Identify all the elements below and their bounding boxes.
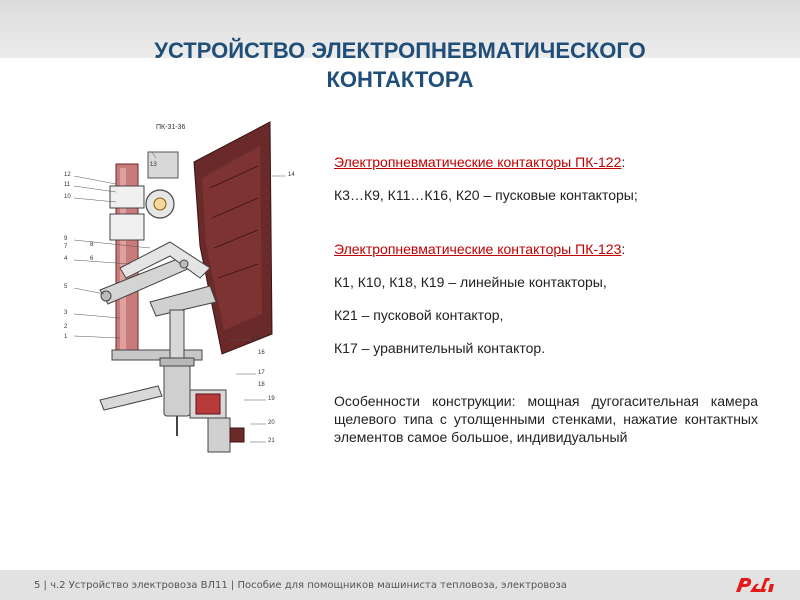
part-label: 3 bbox=[64, 310, 68, 316]
pk122-title bbox=[334, 152, 758, 172]
part-label: 17 bbox=[258, 370, 265, 376]
slide-title bbox=[60, 36, 740, 94]
part-label: 15 bbox=[252, 336, 259, 342]
part-label: 16 bbox=[258, 350, 265, 356]
part-label: 20 bbox=[268, 420, 275, 426]
pk122-heading: Электропневматические контакторы ПК-122 bbox=[334, 154, 622, 170]
part-label: 7 bbox=[64, 244, 68, 250]
features-paragraph: Особенности конструкции: мощная дугогасительная камера щелевого типа с утолщенными стенками, нажатие контактных элементов самое большое, индивидуальный bbox=[334, 393, 758, 445]
content-text bbox=[334, 152, 758, 446]
part-label: 9 bbox=[64, 236, 68, 242]
part-label: 14 bbox=[288, 172, 295, 178]
part-label: 6 bbox=[90, 256, 94, 262]
valve-coil bbox=[196, 394, 220, 414]
pk123-line-3: К17 – уравнительный контактор. bbox=[334, 340, 546, 356]
part-label: 12 bbox=[64, 172, 71, 178]
pk122-colon: : bbox=[621, 154, 626, 170]
part-label: 18 bbox=[258, 382, 265, 388]
part-label: 13 bbox=[150, 162, 157, 168]
contactor-drawing bbox=[60, 118, 300, 468]
part-label: 19 bbox=[268, 396, 275, 402]
pneumatic-cylinder bbox=[164, 362, 190, 416]
part-label: 21 bbox=[268, 438, 275, 444]
footer-bar bbox=[0, 570, 800, 600]
contactor-diagram bbox=[60, 118, 300, 468]
part-label: 4 bbox=[64, 256, 68, 262]
pk123-heading: Электропневматические контакторы ПК-123 bbox=[334, 241, 622, 257]
title-line-1: УСТРОЙСТВО ЭЛЕКТРОПНЕВМАТИЧЕСКОГО bbox=[154, 38, 646, 63]
pk123-title bbox=[334, 239, 758, 259]
footer-text: 5 | ч.2 Устройство электровоза ВЛ11 | Пособие для помощников машиниста тепловоза, электровоза bbox=[34, 580, 567, 591]
rzd-logo-icon bbox=[732, 574, 776, 596]
part-label: 5 bbox=[64, 284, 68, 290]
title-line-2: КОНТАКТОРА bbox=[326, 67, 474, 92]
pk122-line: К3…К9, К11…К16, К20 – пусковые контакторы; bbox=[334, 187, 638, 203]
pk123-line-1: К1, К10, К18, К19 – линейные контакторы, bbox=[334, 274, 607, 290]
part-label: 10 bbox=[64, 194, 71, 200]
part-label: 11 bbox=[64, 182, 71, 188]
figure-caption: ПК-31-36 bbox=[156, 124, 186, 131]
part-label: 1 bbox=[64, 334, 68, 340]
pk123-colon: : bbox=[621, 241, 626, 257]
part-label: 2 bbox=[64, 324, 68, 330]
pk123-line-2: К21 – пусковой контактор, bbox=[334, 307, 504, 323]
part-label: 8 bbox=[90, 242, 94, 248]
